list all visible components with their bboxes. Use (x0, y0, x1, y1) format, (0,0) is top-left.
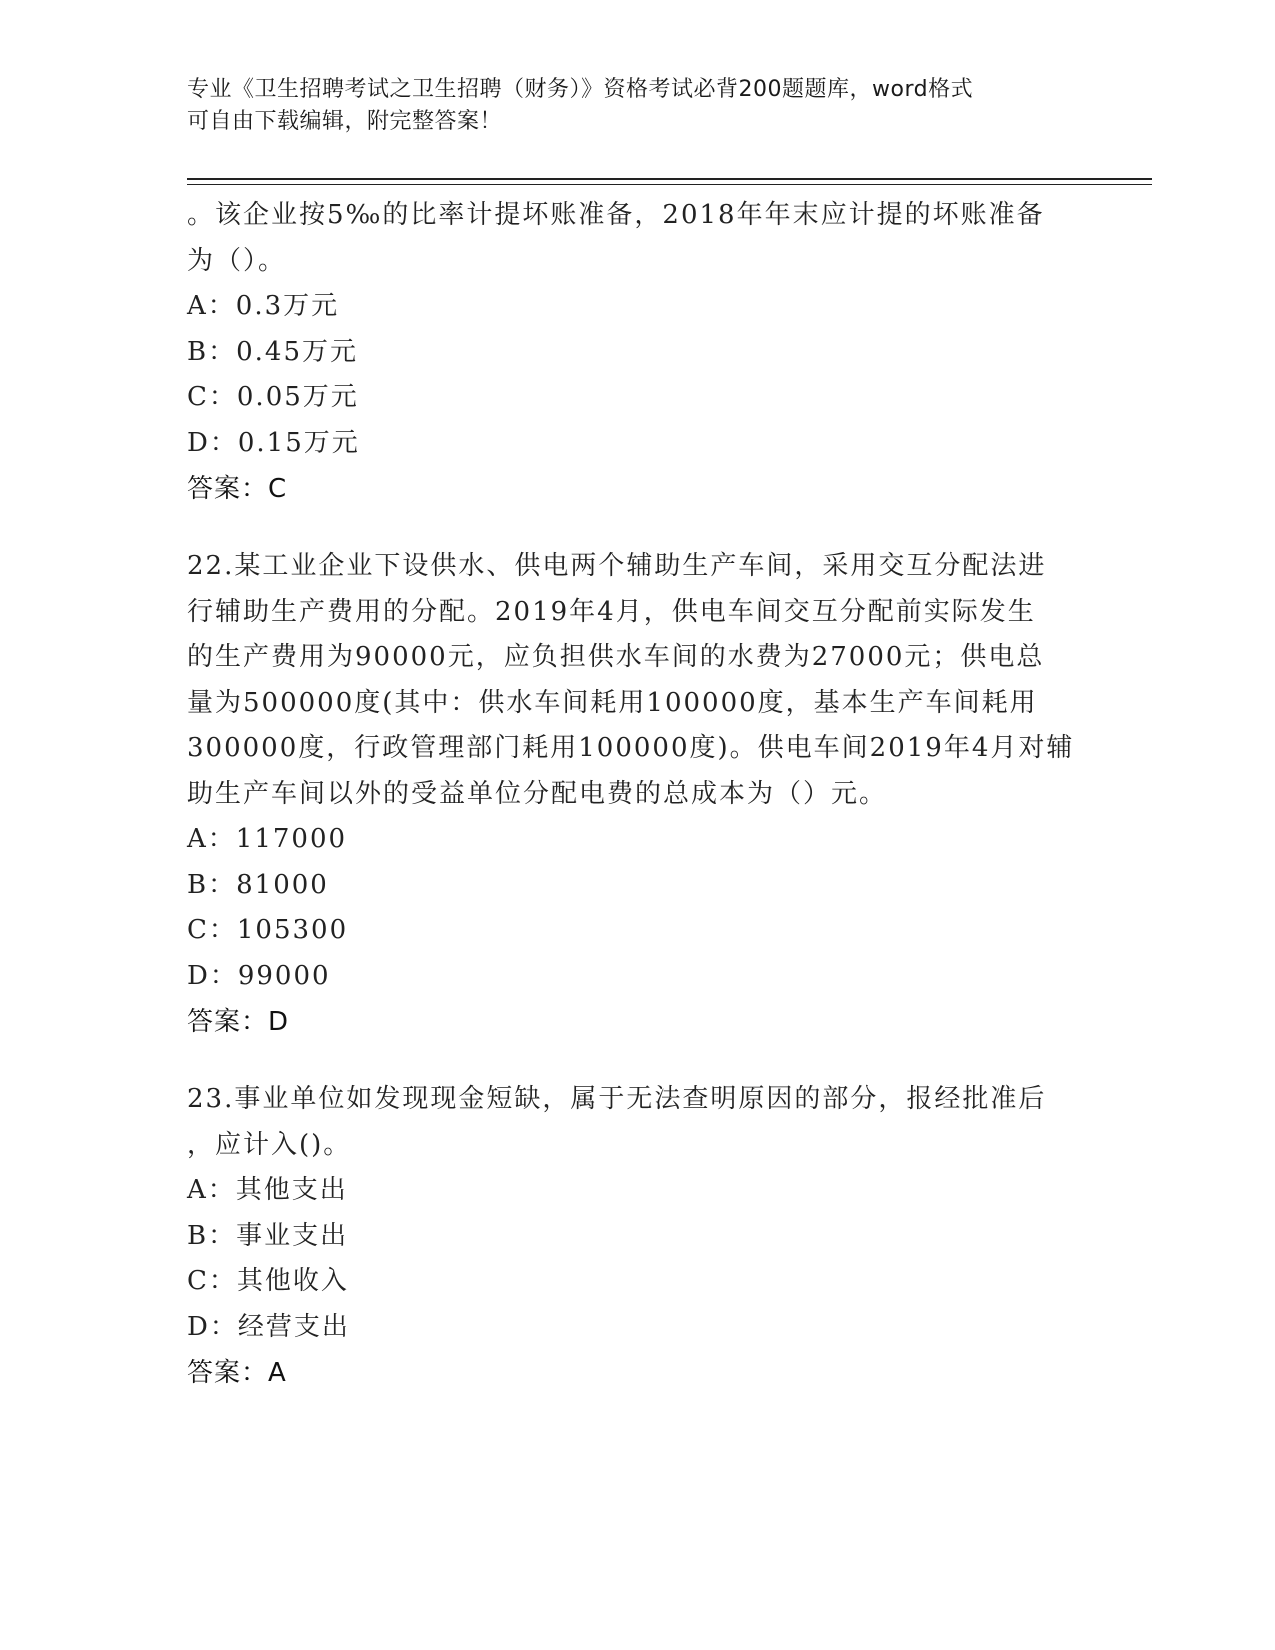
question-22 (187, 544, 1087, 1045)
option-a: A：117000 (187, 824, 348, 854)
question-stem-line: 300000度，行政管理部门耗用100000度)。供电车间2019年4月对辅 (187, 733, 1075, 763)
option-c: C：其他收入 (187, 1266, 349, 1296)
option-c: C：0.05万元 (187, 382, 359, 412)
header-divider (187, 178, 1152, 185)
answer-label: 答案：D (187, 1007, 290, 1037)
answer-label: 答案：A (187, 1358, 287, 1388)
option-a: A：其他支出 (187, 1175, 348, 1205)
question-23 (187, 1077, 1087, 1396)
answer-label: 答案：C (187, 474, 288, 504)
option-d: D：99000 (187, 960, 331, 991)
option-c: C：105300 (187, 915, 349, 945)
question-stem-line: 。该企业按5‰的比率计提坏账准备，2018年年末应计提的坏账准备 (187, 200, 1045, 230)
question-stem-line: 助生产车间以外的受益单位分配电费的总成本为（）元。 (187, 778, 888, 809)
question-stem-line: ，应计入()。 (187, 1129, 352, 1160)
question-stem-line: 23.事业单位如发现现金短缺，属于无法查明原因的部分，报经批准后 (187, 1084, 1047, 1114)
option-b: B：81000 (187, 869, 329, 900)
question-stem-line: 22.某工业企业下设供水、供电两个辅助生产车间，采用交互分配法进 (187, 551, 1047, 581)
question-spacer (187, 512, 1087, 544)
question-stem-line: 量为500000度(其中：供水车间耗用100000度，基本生产车间耗用 (187, 687, 1038, 718)
question-spacer (187, 1045, 1087, 1077)
option-b: B：0.45万元 (187, 336, 358, 367)
question-stem-line: 为（）。 (187, 245, 287, 276)
question-21 (187, 193, 1087, 512)
option-a: A：0.3万元 (187, 291, 340, 321)
header-title-line-2: 可自由下载编辑，附完整答案！ (187, 109, 503, 134)
document-header (187, 74, 1067, 138)
option-d: D：0.15万元 (187, 427, 360, 458)
question-stem-line: 行辅助生产费用的分配。2019年4月，供电车间交互分配前实际发生 (187, 596, 1036, 627)
question-list (187, 193, 1087, 1396)
header-title-line-1: 专业《卫生招聘考试之卫生招聘（财务）》资格考试必背200题题库，word格式 (187, 77, 974, 102)
option-d: D：经营支出 (187, 1311, 350, 1342)
question-stem-line: 的生产费用为90000元，应负担供水车间的水费为27000元；供电总 (187, 642, 1045, 672)
option-b: B：事业支出 (187, 1220, 349, 1251)
